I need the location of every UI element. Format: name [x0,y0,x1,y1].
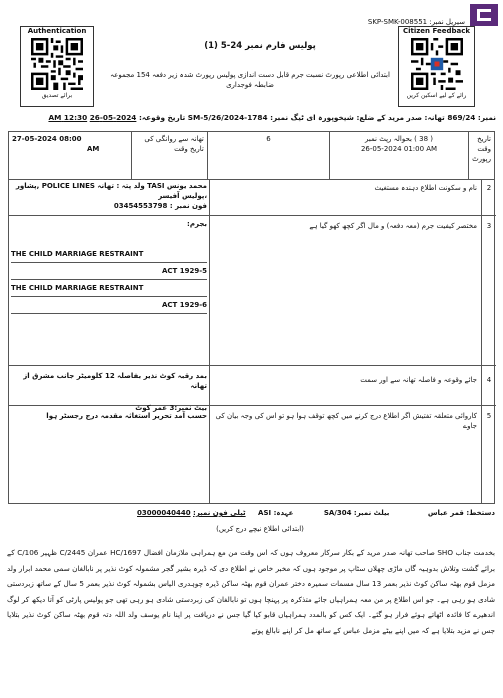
authentication-qr-icon [31,38,83,90]
row-number-3: 3 [486,222,492,230]
departure-datetime-cell [9,132,132,180]
officer-name: قمر عباس [427,509,464,517]
report-datetime-label [469,132,495,180]
investigation-label: کاروائی متعلقہ تفتیش اگر اطلاع درج کرنے میں کچھ توقف ہوا ہو تو اس کی وجہ بیان کی جاوے [215,412,477,430]
fir-details-text: نمبر: 869/24 تھانہ: صدر مرید کے ضلع: شیخوپورہ ای ٹیگ نمبر: SM-5/26/2024-1784 تاریخ وقوعہ: [138,113,496,122]
serial-value: SKP-SMK-008551 [367,18,428,26]
signature-label: دستخط: [466,509,495,517]
belt-number: SA/304 [323,509,352,517]
row-number-4: 4 [486,376,492,384]
authentication-qr-box[interactable] [20,26,94,107]
offence-section-2: ACT 1929-6 [11,297,207,314]
investigation-action: حسب آمد تحریر استغاثہ مقدمہ درج رجسٹر ہوا [46,412,207,420]
incident-location: بمد رقبہ کوٹ نذیر بفاصلہ 12 کلومیٹر جانب مشرق از تھانہ [23,372,207,390]
offence-act-2: THE CHILD MARRIAGE RESTRAINT [11,280,207,297]
row-number-2: 2 [486,184,492,192]
signature-block [40,508,495,518]
offence-act-1: THE CHILD MARRIAGE RESTRAINT [11,249,207,263]
incident-date: 2024-05-26 [89,113,137,122]
row-number-5: 5 [486,412,492,420]
form-subtitle: ابتدائی اطلاعی رپورٹ نسبت جرم قابل دست اندازی پولیس رپورٹ شدہ زیر دفعہ 154 مجموعہ ضابطہ فوجداری [110,71,390,89]
complainant-label: نام و سکونت اطلاع دہندہ مستغیث [374,184,477,192]
complainant-phone: فون نمبر : 03454553798 [113,202,207,210]
citizen-feedback-caption: رائے کے لیے اسکین کریں [406,92,467,99]
officer-rank: ASI [258,509,272,517]
fir-details-table [8,131,495,180]
label-text: تاریخ وقت رپورٹ [472,135,491,163]
brand-logo-icon [470,4,498,26]
citizen-feedback-title: Citizen Feedback [402,27,471,35]
incident-location-label: جائے وقوعہ و فاصلہ تھانہ سے اور سمت [360,376,477,384]
incident-location-cell [11,371,207,413]
departure-ampm: AM [87,145,100,153]
complainant-cell [11,181,207,211]
offence-section-1: ACT 1929-5 [11,263,207,280]
report-datetime: 26-05-2024 01:00 AM [360,145,438,153]
complainant-role: ،پولیس آفیسر [158,192,207,200]
belt-label: بیلٹ نمبر: [353,509,390,517]
authentication-title: Authentication [27,27,87,35]
incident-time: 12:30 AM [48,113,88,122]
offence-label: مختصر کیفیت جرم (معہ دفعہ) و مال اگر کچھ کھو گیا ہے [309,222,477,230]
fir-details-body [8,179,495,504]
narrative-note: (ابتدائی اطلاع نیچے درج کریں) [216,525,304,533]
offence-prefix: بجرم: [187,220,207,228]
table-row [9,132,495,180]
beat-number: بیٹ نمبر:3 عمر کوٹ [135,404,207,412]
fir-details-line [6,113,496,123]
phone-label: ٹیلی فون نمبر: [193,509,246,517]
departure-label: تھانہ سے روانگی کی تاریخ وقت [132,132,207,180]
report-ref: ( 38 ) بحوالہ رپٹ نمبر [365,135,433,143]
report-ref-cell [330,132,469,180]
serial-label: سیریل نمبر: [429,18,465,26]
officer-phone: 03000040440 [137,509,191,517]
row-number-6: 6 [207,132,329,180]
rank-label: عہدہ: [273,509,294,517]
citizen-feedback-qr-icon [411,38,463,90]
departure-date: 27-05-2024 08:00 [12,135,82,143]
authentication-caption: برائے تصدیق [41,92,73,99]
citizen-feedback-qr-box[interactable] [398,26,475,107]
fir-narrative: بخدمت جناب SHO صاحب تھانہ صدر مرید کے بکار سرکار معروف ہوں کہ اس وقت من مع ہمراہی ملازمان افضال HC/1697 عمران 2445/C ظہیر 106/C کے برائے گشت وتلاش بدوہیہ گاں ماڑی چھلاں سٹاپ پر موجود ہوں کہ مخبر خاص نے اطلاع دی کہ ڈیرہ بشیر گجر مشمولہ کوٹ نذیر پر نابالغان سمی محمد ابرار ولد مزمل قوم بھٹہ ساکن کوٹ نذیر بعمر 13 سال مسمات سمیرہ دختر عمران قوم بھٹہ ساکن ڈیرہ چوہدری الیاس بشمولہ کوٹ نذیر بعمر 5 سال کے ساتھ زبردستی شادی ہو رہی ہے۔ جو اس اطلاع پر من معہ ہمراہیاں جائے متذکرہ پر پہنچا ہوں تو نابالغان کی زبردستی شادی ہو رہی تھی جو پولیس پارٹی کو آتا دیکھ کر لوگ اندھیرے کا فائدہ اٹھاتے ہوئے فرار ہو گئے۔ ایک کس کو بالمدد ہمراہیاں قابو کیا گیا جس نے دریافت پر اپنا نام یوسف ولد اللہ دتہ قوم بھٹہ ساکن کوٹ نذیر بتلایا جس نے مزید بتلایا ہے کہ میں اپنے بیٹے مزمل عباس کے ساتھ مل کر اپنے نابالغ پوتے [7,548,496,635]
complainant-name: محمد یونس TASI ولد پتہ : تھانہ POLICE LINES ,پشاور [15,182,207,190]
form-title: پولیس فارم نمبر 24-5 (1) [204,41,316,51]
offence-cell [11,219,207,314]
